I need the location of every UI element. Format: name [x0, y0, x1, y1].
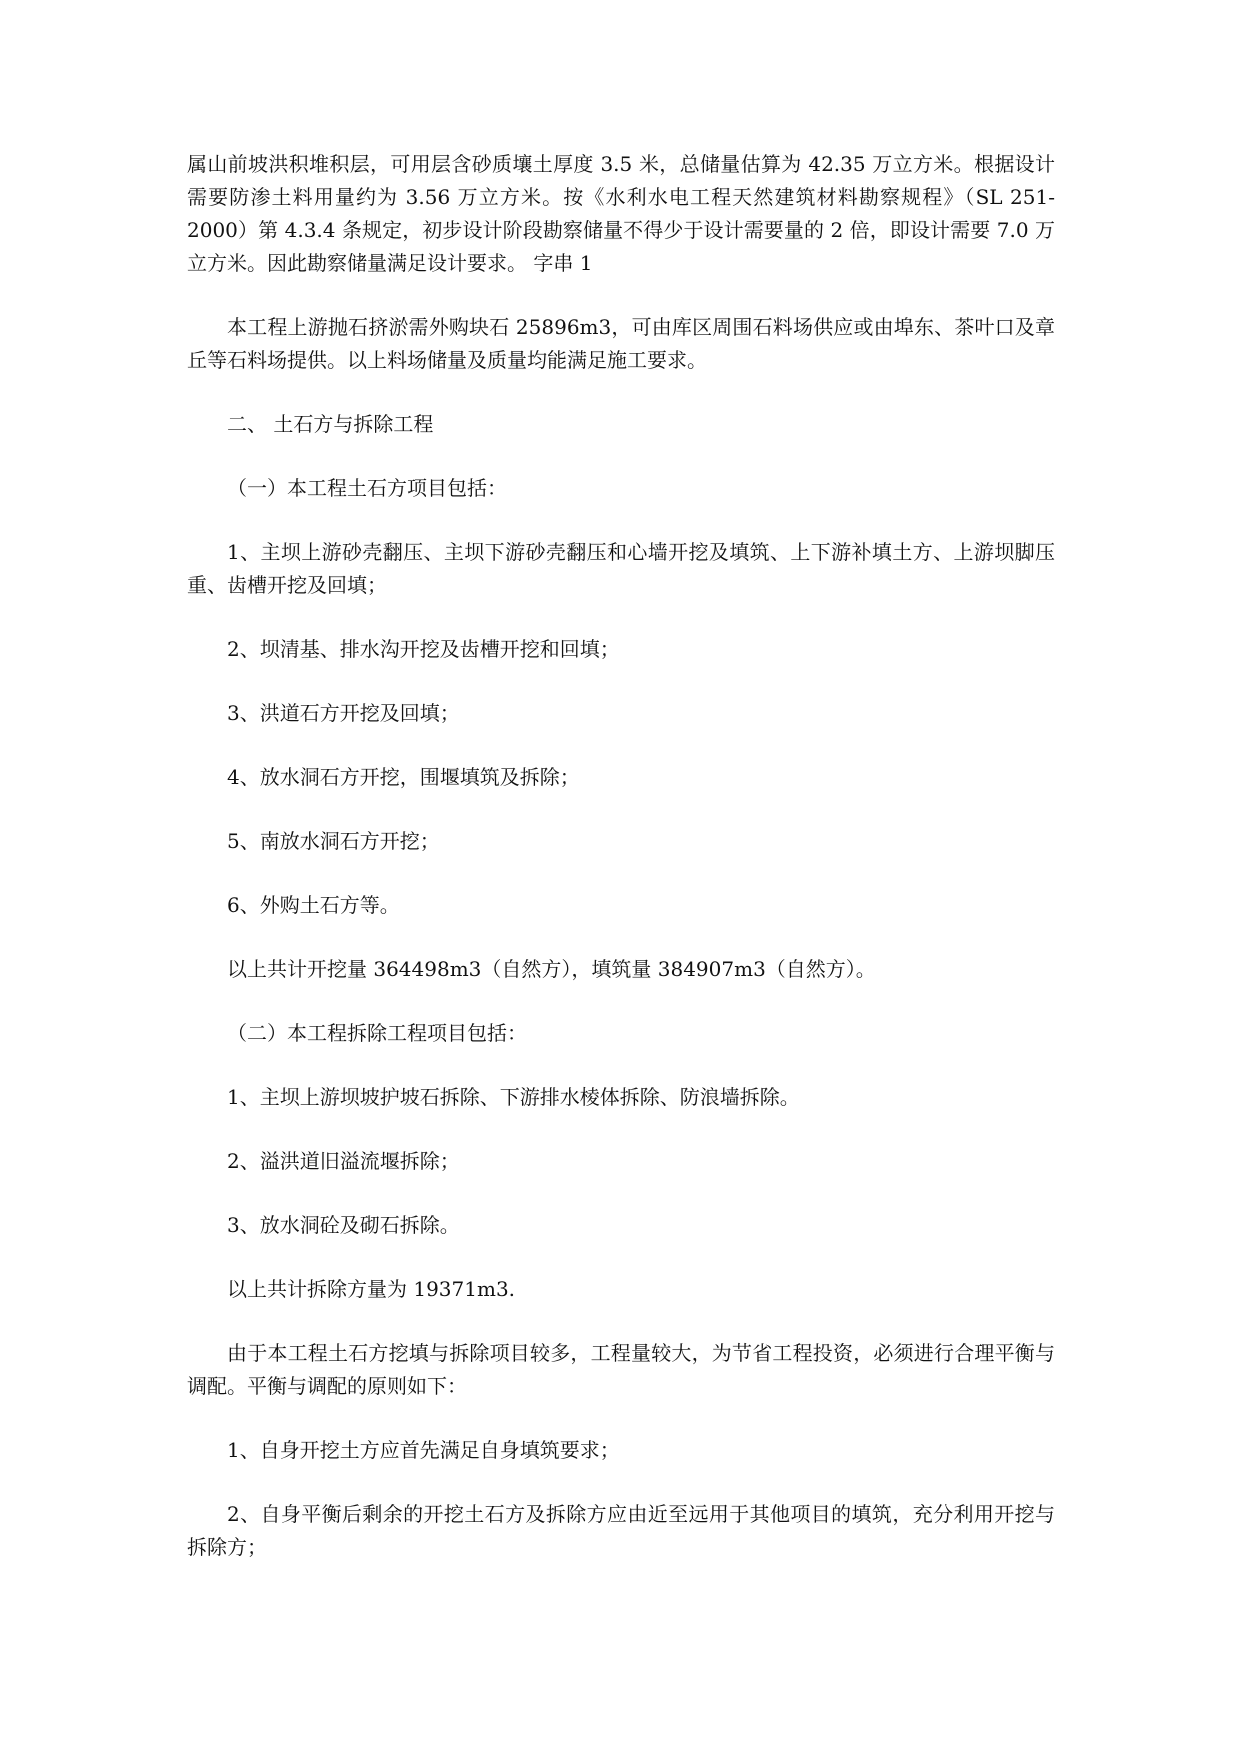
list-item-demolition-3: 3、放水洞砼及砌石拆除。: [227, 1213, 460, 1237]
list-item-earthwork-1: 1、主坝上游砂壳翻压、主坝下游砂壳翻压和心墙开挖及填筑、上下游补填土方、上游坝脚压重、齿槽开挖及回填；: [187, 540, 1055, 597]
list-item-earthwork-2: 2、坝清基、排水沟开挖及齿槽开挖和回填；: [227, 637, 620, 661]
list-item-earthwork-4: 4、放水洞石方开挖，围堰填筑及拆除；: [227, 765, 580, 789]
section-heading-earthwork: 二、 土石方与拆除工程: [227, 412, 434, 436]
paragraph-gap: [187, 602, 1055, 633]
paragraph-gap: [187, 377, 1055, 408]
paragraph-gap: [187, 986, 1055, 1017]
paragraph-gap: [187, 1242, 1055, 1273]
paragraph-demolition-total: 以上共计拆除方量为 19371m3.: [227, 1277, 516, 1301]
list-item-earthwork-5: 5、南放水洞石方开挖；: [227, 829, 440, 853]
list-item-demolition-1: 1、主坝上游坝坡护坡石拆除、下游排水棱体拆除、防浪墙拆除。: [227, 1085, 800, 1109]
list-item-principle-1: 1、自身开挖土方应首先满足自身填筑要求；: [227, 1438, 620, 1462]
paragraph-balance-intro: 由于本工程土石方挖填与拆除项目较多，工程量较大，为节省工程投资，必须进行合理平衡与调配。平衡与调配的原则如下：: [187, 1341, 1055, 1398]
list-item-principle-2: 2、自身平衡后剩余的开挖土石方及拆除方应由近至远用于其他项目的填筑，充分利用开挖与拆除方；: [187, 1502, 1055, 1559]
paragraph-gap: [187, 280, 1055, 311]
paragraph-gap: [187, 730, 1055, 761]
paragraph-gap: [187, 1178, 1055, 1209]
paragraph-gap: [187, 441, 1055, 472]
paragraph-gap: [187, 858, 1055, 889]
list-item-demolition-2: 2、溢洪道旧溢流堰拆除；: [227, 1149, 460, 1173]
document-page: [187, 148, 1055, 1564]
paragraph-gap: [187, 1467, 1055, 1498]
subsection-heading-demolition-items: （二）本工程拆除工程项目包括：: [227, 1021, 527, 1045]
list-item-earthwork-3: 3、洪道石方开挖及回填；: [227, 701, 460, 725]
paragraph-gap: [187, 1403, 1055, 1434]
paragraph-gap: [187, 505, 1055, 536]
paragraph-gap: [187, 794, 1055, 825]
paragraph-gap: [187, 1050, 1055, 1081]
paragraph-gap: [187, 922, 1055, 953]
paragraph-gap: [187, 666, 1055, 697]
paragraph-riprap-supply: 本工程上游抛石挤淤需外购块石 25896m3，可由库区周围石料场供应或由埠东、茶叶口及章丘等石料场提供。以上料场储量及质量均能满足施工要求。: [187, 315, 1055, 372]
paragraph-gap: [187, 1306, 1055, 1337]
paragraph-soil-reserves: 属山前坡洪积堆积层，可用层含砂质壤土厚度 3.5 米，总储量估算为 42.35 万立方米。根据设计需要防渗土料用量约为 3.56 万立方米。按《水利水电工程天然建筑材料勘察规程》（SL 251-2000）第 4.3.4 条规定，初步设计阶段勘察储量不得少于设计需要量的 2 倍，即设计需要 7.0 万立方米。因此勘察储量满足设计要求。 字串 1: [187, 152, 1055, 275]
paragraph-gap: [187, 1114, 1055, 1145]
subsection-heading-earthwork-items: （一）本工程土石方项目包括：: [227, 476, 507, 500]
paragraph-earthwork-total: 以上共计开挖量 364498m3（自然方），填筑量 384907m3（自然方）。: [227, 957, 876, 981]
list-item-earthwork-6: 6、外购土石方等。: [227, 893, 400, 917]
